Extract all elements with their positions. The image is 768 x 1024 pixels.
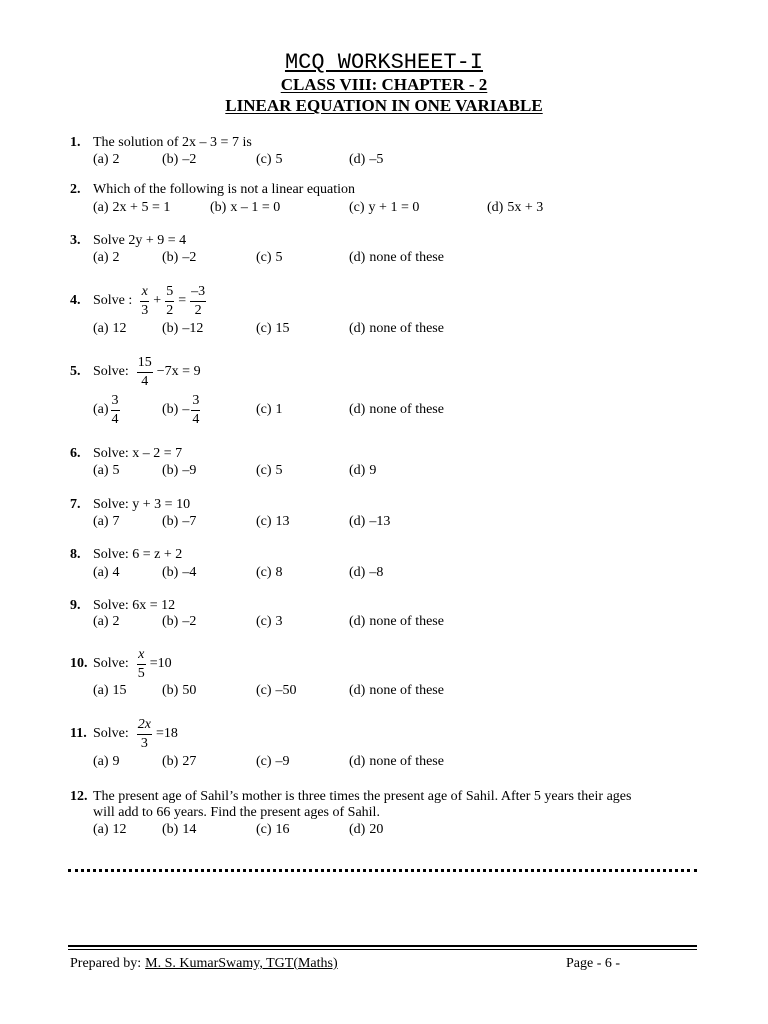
option-label: (c)	[256, 614, 272, 629]
fraction-numerator: 3	[191, 393, 200, 411]
option-label: (a)	[93, 152, 109, 167]
option-label: (a)	[93, 321, 109, 336]
question-stem	[70, 598, 175, 614]
worksheet-title: MCQ WORKSHEET-I	[284, 50, 484, 75]
option-value: 20	[369, 822, 384, 837]
fraction	[111, 393, 120, 428]
question-text: Solve: 6 = z + 2	[93, 547, 183, 562]
option-b	[162, 393, 202, 427]
option-value: none of these	[369, 250, 444, 265]
option-label: (a)	[93, 683, 109, 698]
option-label: (b)	[162, 402, 179, 417]
fraction-numerator: 2x	[137, 717, 152, 735]
options-row	[93, 393, 693, 427]
question-10	[70, 647, 710, 707]
question-stem	[70, 182, 355, 198]
option-d	[349, 683, 444, 699]
footer-credit	[70, 956, 338, 972]
question-number: 6.	[70, 446, 81, 461]
option-a	[93, 250, 120, 266]
option-label: (c)	[349, 200, 365, 215]
options-row	[93, 565, 693, 581]
option-label: (b)	[162, 565, 179, 580]
question-12	[70, 789, 710, 849]
option-value: 16	[275, 822, 290, 837]
page-number: Page - 6 -	[566, 956, 621, 971]
option-d	[349, 514, 390, 530]
option-a	[93, 200, 170, 216]
option-value: none of these	[369, 614, 444, 629]
option-value: –9	[182, 463, 197, 478]
fraction-denominator: 3	[141, 302, 149, 318]
option-label: (b)	[210, 200, 227, 215]
option-value: 15	[112, 683, 127, 698]
option-d	[349, 250, 444, 266]
option-label: (d)	[349, 614, 366, 629]
option-label: (b)	[162, 152, 179, 167]
minus-sign: –	[182, 402, 190, 417]
option-d	[349, 754, 444, 770]
option-label: (c)	[256, 822, 272, 837]
option-value: 8	[275, 565, 283, 580]
option-b	[162, 463, 196, 479]
option-label: (d)	[349, 250, 366, 265]
option-a	[93, 321, 127, 337]
option-label: (b)	[162, 250, 179, 265]
fraction-numerator: x	[137, 647, 146, 665]
option-c	[256, 754, 290, 770]
fraction	[137, 355, 153, 390]
fraction-denominator: 2	[194, 302, 202, 318]
author-name: M. S. KumarSwamy, TGT(Maths)	[145, 956, 338, 971]
option-value: 4	[112, 565, 120, 580]
question-stem	[70, 135, 252, 151]
question-text: Which of the following is not a linear equation	[93, 182, 356, 197]
question-text-line: The present age of Sahil’s mother is three times the present age of Sahil. After 5 years their ages	[93, 789, 632, 804]
option-value: none of these	[369, 683, 444, 698]
option-value: 5x + 3	[507, 200, 544, 215]
fraction-numerator: 15	[137, 355, 153, 373]
question-text: Solve: y + 3 = 10	[93, 497, 191, 512]
option-b	[210, 200, 280, 216]
option-value: –2	[182, 614, 197, 629]
option-a	[93, 393, 122, 427]
fraction-denominator: 2	[166, 302, 174, 318]
option-b	[162, 683, 196, 699]
option-b	[162, 614, 196, 630]
option-value: none of these	[369, 402, 444, 417]
question-text: The solution of 2x – 3 = 7 is	[93, 135, 252, 150]
option-value: –12	[182, 321, 204, 336]
option-label: (c)	[256, 683, 272, 698]
option-label: (d)	[349, 683, 366, 698]
fraction	[191, 393, 200, 428]
prepared-by-label: Prepared by:	[70, 956, 142, 971]
option-label: (b)	[162, 614, 179, 629]
option-value: x – 1 = 0	[230, 200, 281, 215]
question-stem	[70, 446, 182, 462]
option-value: –7	[182, 514, 197, 529]
option-value: 15	[275, 321, 290, 336]
options-row	[93, 514, 693, 530]
footer-rule	[68, 945, 697, 950]
fraction-numerator: –3	[190, 284, 206, 302]
option-b	[162, 822, 196, 838]
fraction-denominator: 4	[141, 373, 149, 389]
option-label: (b)	[162, 514, 179, 529]
option-c	[256, 321, 290, 337]
option-b	[162, 152, 196, 168]
option-c	[256, 514, 290, 530]
fraction-denominator: 5	[137, 665, 145, 681]
option-label: (a)	[93, 402, 109, 417]
option-value: 9	[112, 754, 120, 769]
option-label: (a)	[93, 754, 109, 769]
fraction-numerator: 5	[165, 284, 174, 302]
option-label: (d)	[349, 514, 366, 529]
question-number: 4.	[70, 293, 81, 308]
option-label: (d)	[349, 152, 366, 167]
question-number: 10.	[70, 656, 88, 671]
options-row	[93, 683, 693, 699]
option-label: (d)	[487, 200, 504, 215]
option-value: 5	[112, 463, 120, 478]
option-label: (a)	[93, 614, 109, 629]
question-text: Solve 2y + 9 = 4	[93, 233, 187, 248]
question-11	[70, 717, 710, 777]
options-row	[93, 463, 693, 479]
options-row	[93, 321, 693, 337]
option-value: y + 1 = 0	[368, 200, 420, 215]
option-value: 2	[112, 614, 120, 629]
option-value: 12	[112, 321, 127, 336]
option-c	[256, 152, 283, 168]
equation-remainder: =18	[156, 726, 178, 741]
option-label: (c)	[256, 754, 272, 769]
option-label: (c)	[256, 514, 272, 529]
option-b	[162, 565, 196, 581]
option-label: (a)	[93, 822, 109, 837]
option-b	[162, 321, 203, 337]
class-chapter-heading: CLASS VIII: CHAPTER - 2	[280, 75, 488, 94]
option-label: (d)	[349, 463, 366, 478]
option-a	[93, 754, 120, 770]
question-stem	[70, 717, 178, 751]
option-label: (c)	[256, 250, 272, 265]
option-d	[349, 321, 444, 337]
option-value: 50	[182, 683, 197, 698]
question-stem-continued	[93, 805, 380, 821]
option-value: 13	[275, 514, 290, 529]
option-label: (c)	[256, 463, 272, 478]
question-stem	[70, 789, 631, 805]
option-label: (a)	[93, 565, 109, 580]
topic-heading: LINEAR EQUATION IN ONE VARIABLE	[225, 96, 543, 115]
option-d	[349, 565, 383, 581]
option-value: 12	[112, 822, 127, 837]
fraction	[165, 284, 174, 319]
question-stem	[70, 497, 190, 513]
option-d	[487, 200, 543, 216]
option-value: 14	[182, 822, 197, 837]
question-prefix: Solve:	[93, 726, 129, 741]
option-d	[349, 822, 383, 838]
equation-remainder: −7x = 9	[156, 364, 201, 379]
question-prefix: Solve:	[93, 364, 129, 379]
option-a	[93, 565, 120, 581]
option-label: (b)	[162, 683, 179, 698]
options-row	[93, 200, 693, 216]
fraction-denominator: 4	[192, 411, 200, 427]
option-a	[93, 152, 120, 168]
fraction	[140, 284, 149, 319]
option-label: (c)	[256, 565, 272, 580]
fraction	[137, 717, 152, 752]
option-value: 2x + 5 = 1	[112, 200, 171, 215]
option-label: (b)	[162, 463, 179, 478]
option-label: (c)	[256, 321, 272, 336]
question-stem	[70, 647, 172, 681]
option-d	[349, 614, 444, 630]
question-text: Solve: x – 2 = 7	[93, 446, 183, 461]
option-value: 3	[275, 614, 283, 629]
option-label: (d)	[349, 754, 366, 769]
operator: +	[153, 293, 162, 308]
option-value: 5	[275, 152, 283, 167]
option-label: (b)	[162, 321, 179, 336]
equation-remainder: =10	[149, 656, 172, 671]
option-c	[256, 683, 297, 699]
option-c	[349, 200, 419, 216]
option-label: (d)	[349, 565, 366, 580]
question-number: 3.	[70, 233, 81, 248]
question-stem	[70, 547, 182, 563]
option-label: (d)	[349, 402, 366, 417]
fraction-denominator: 4	[111, 411, 119, 427]
option-c	[256, 565, 283, 581]
fraction-numerator: x	[140, 284, 149, 302]
option-value: 2	[112, 250, 120, 265]
options-row	[93, 152, 693, 168]
option-value: 1	[275, 402, 283, 417]
option-value: –2	[182, 250, 197, 265]
option-d	[349, 463, 376, 479]
options-row	[93, 754, 693, 770]
option-b	[162, 250, 196, 266]
option-value: none of these	[369, 321, 444, 336]
options-row	[93, 822, 693, 838]
option-value: –8	[369, 565, 384, 580]
fraction	[137, 647, 146, 682]
option-a	[93, 463, 120, 479]
question-4	[70, 284, 710, 344]
fraction	[190, 284, 206, 319]
option-value: –50	[275, 683, 297, 698]
question-prefix: Solve:	[93, 656, 129, 671]
option-c	[256, 393, 283, 427]
fraction-numerator: 3	[111, 393, 120, 411]
option-value: –4	[182, 565, 197, 580]
question-number: 1.	[70, 135, 81, 150]
question-number: 2.	[70, 182, 81, 197]
option-value: –9	[275, 754, 290, 769]
option-label: (a)	[93, 200, 109, 215]
option-value: none of these	[369, 754, 444, 769]
option-label: (b)	[162, 754, 179, 769]
option-b	[162, 754, 196, 770]
option-label: (c)	[256, 152, 272, 167]
option-value: 5	[275, 463, 283, 478]
option-value: 5	[275, 250, 283, 265]
option-label: (b)	[162, 822, 179, 837]
option-c	[256, 614, 283, 630]
option-value: 27	[182, 754, 197, 769]
question-text: Solve: 6x = 12	[93, 598, 176, 613]
option-value: 7	[112, 514, 120, 529]
option-label: (d)	[349, 321, 366, 336]
option-label: (a)	[93, 250, 109, 265]
option-c	[256, 822, 290, 838]
option-a	[93, 614, 120, 630]
option-a	[93, 683, 127, 699]
question-number: 12.	[70, 789, 88, 804]
option-label: (a)	[93, 463, 109, 478]
option-c	[256, 463, 283, 479]
option-value: –13	[369, 514, 391, 529]
question-number: 7.	[70, 497, 81, 512]
fraction-denominator: 3	[140, 735, 148, 751]
question-number: 5.	[70, 364, 81, 379]
question-number: 8.	[70, 547, 81, 562]
question-stem	[70, 284, 208, 318]
question-5	[70, 354, 710, 427]
option-a	[93, 514, 120, 530]
question-number: 11.	[70, 726, 87, 741]
option-a	[93, 822, 127, 838]
option-c	[256, 250, 283, 266]
question-stem	[70, 355, 201, 389]
option-value: –5	[369, 152, 384, 167]
question-stem	[70, 233, 186, 249]
option-b	[162, 514, 196, 530]
option-value: –2	[182, 152, 197, 167]
option-d	[349, 152, 383, 168]
option-label: (a)	[93, 514, 109, 529]
option-label: (c)	[256, 402, 272, 417]
question-number: 9.	[70, 598, 81, 613]
operator: =	[178, 293, 187, 308]
option-d	[349, 393, 444, 427]
question-prefix: Solve :	[93, 293, 133, 308]
options-row	[93, 614, 693, 630]
option-label: (d)	[349, 822, 366, 837]
question-text-line: will add to 66 years. Find the present ages of Sahil.	[93, 805, 380, 820]
dotted-separator	[68, 869, 697, 872]
options-row	[93, 250, 693, 266]
option-value: 2	[112, 152, 120, 167]
option-value: 9	[369, 463, 377, 478]
